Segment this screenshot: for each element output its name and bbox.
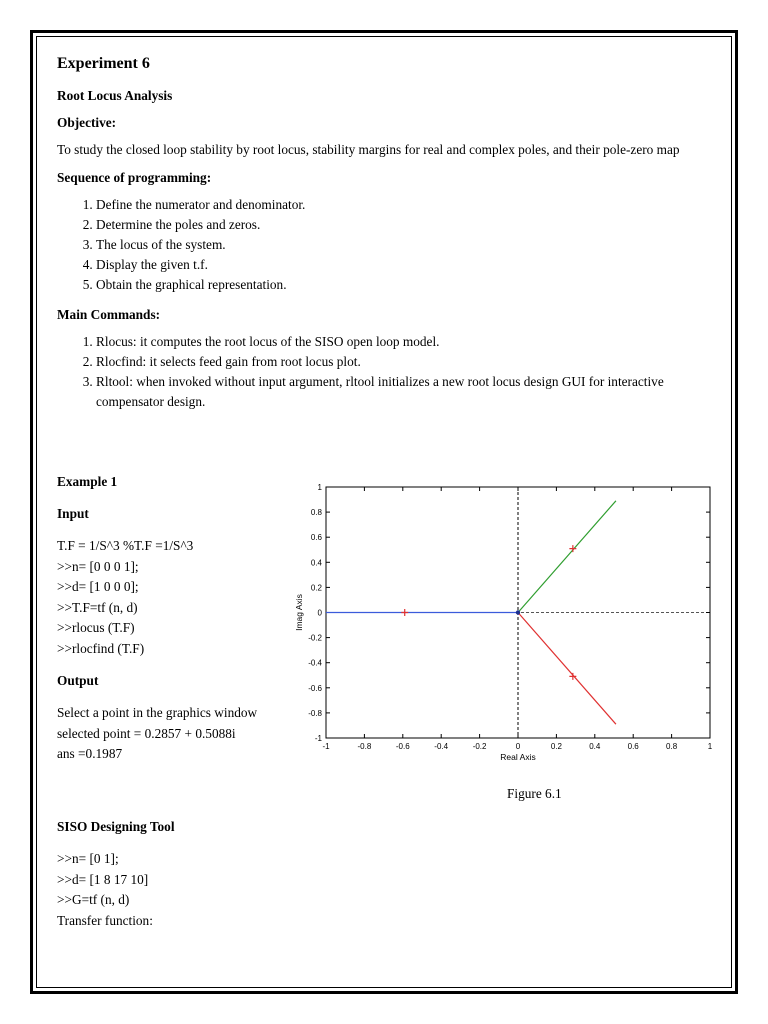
example-heading: Example 1 — [57, 474, 118, 489]
list-item: 4. Display the given t.f. — [96, 255, 717, 275]
x-tick-label: -0.8 — [357, 742, 372, 751]
y-tick-label: -1 — [314, 734, 322, 743]
y-tick-label: 0.6 — [310, 533, 322, 543]
list-item: 3. The locus of the system. — [96, 235, 717, 255]
list-item: 1. Rlocus: it computes the root locus of the SISO open loop model. — [96, 332, 717, 352]
x-tick-label: 1 — [707, 742, 713, 751]
code-line: Transfer function: — [57, 912, 153, 928]
y-tick-label: -0.2 — [308, 633, 322, 643]
x-tick-label: -0.2 — [472, 742, 487, 751]
x-axis-label: Real Axis — [500, 752, 536, 762]
output-heading: Output — [57, 673, 99, 688]
output-text — [57, 703, 297, 765]
document-body — [57, 52, 717, 422]
siso-heading: SISO Designing Tool — [57, 819, 175, 834]
x-tick-label: -1 — [322, 742, 330, 751]
list-item: 1. Define the numerator and denominator. — [96, 195, 717, 215]
y-tick-label: 0.4 — [310, 558, 322, 568]
figure-caption: Figure 6.1 — [507, 786, 562, 801]
siso-section — [57, 817, 657, 931]
x-tick-label: 0.6 — [627, 742, 639, 751]
x-tick-label: 0.8 — [666, 742, 678, 751]
sequence-list — [57, 195, 717, 295]
code-line: >>rlocus (T.F) — [57, 620, 135, 635]
list-item: 2. Rlocfind: it selects feed gain from root locus plot. — [96, 352, 717, 372]
y-tick-label: -0.6 — [308, 683, 322, 693]
x-tick-label: -0.6 — [395, 742, 410, 751]
code-line: >>n= [0 0 0 1]; — [57, 558, 139, 574]
root-locus-plot — [285, 478, 715, 768]
code-line: T.F = 1/S^3 %T.F =1/S^3 — [57, 538, 194, 553]
input-heading: Input — [57, 506, 89, 521]
list-item: 5. Obtain the graphical representation. — [96, 275, 717, 295]
x-tick-label: -0.4 — [434, 742, 449, 751]
x-tick-label: 0.4 — [589, 742, 601, 751]
x-tick-label: 0 — [515, 742, 521, 751]
example-section — [57, 472, 297, 765]
output-line: selected point = 0.2857 + 0.5088i — [57, 725, 236, 741]
siso-code — [57, 849, 657, 931]
list-item: 2. Determine the poles and zeros. — [96, 215, 717, 235]
sequence-heading: Sequence of programming: — [57, 170, 212, 185]
objective-heading: Objective: — [57, 115, 117, 130]
output-line: Select a point in the graphics window — [57, 705, 258, 720]
y-tick-label: 1 — [317, 483, 322, 492]
root-locus-figure — [285, 478, 715, 768]
x-tick-label: 0.2 — [550, 742, 562, 751]
commands-heading: Main Commands: — [57, 307, 161, 322]
y-tick-label: -0.4 — [308, 658, 322, 668]
commands-list — [57, 332, 717, 412]
code-line: >>n= [0 1]; — [57, 851, 119, 866]
code-line: >>d= [1 0 0 0]; — [57, 579, 139, 594]
y-tick-label: 0.2 — [310, 583, 322, 593]
code-line: >>T.F=tf (n, d) — [57, 599, 138, 615]
code-line: >>d= [1 8 17 10] — [57, 871, 149, 887]
code-line: >>rlocfind (T.F) — [57, 640, 145, 656]
y-tick-label: 0 — [317, 608, 322, 618]
code-line: >>G=tf (n, d) — [57, 892, 130, 907]
objective-text: To study the closed loop stability by root locus, stability margins for real and complex poles, and their pole-zero map — [57, 142, 680, 157]
output-line: ans =0.1987 — [57, 746, 123, 761]
y-tick-label: 0.8 — [310, 508, 322, 518]
pole-marker — [516, 610, 520, 614]
section-title: Root Locus Analysis — [57, 88, 173, 103]
list-item: 3. Rltool: when invoked without input argument, rltool initializes a new root locus design GUI for interactive compensator design. — [96, 372, 717, 412]
y-axis-label: Imag Axis — [294, 594, 304, 631]
input-code — [57, 536, 297, 659]
page-title: Experiment 6 — [57, 55, 150, 72]
y-tick-label: -0.8 — [308, 708, 322, 718]
